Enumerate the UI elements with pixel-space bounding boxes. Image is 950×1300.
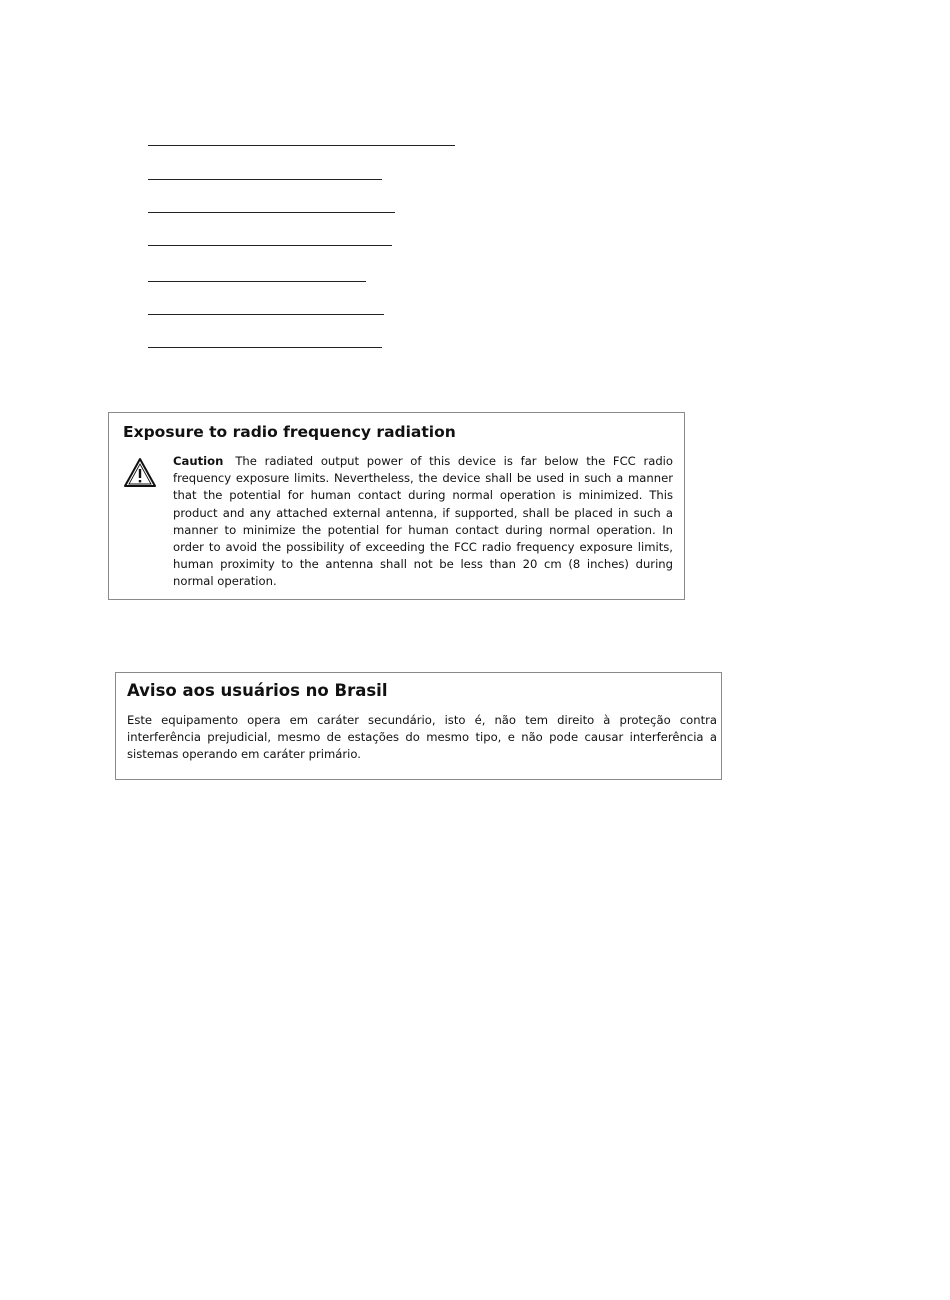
warning-triangle-icon [123,457,157,489]
blank-rule [148,347,382,348]
rf-exposure-notice [108,412,685,600]
blank-rule [148,245,392,246]
brazil-notice-title: Aviso aos usuários no Brasil [127,681,388,700]
rf-notice-title: Exposure to radio frequency radiation [123,423,456,441]
blank-rule [148,212,395,213]
blank-rule [148,281,366,282]
blank-rule [148,145,455,146]
brazil-notice [115,672,722,780]
rf-notice-body [173,453,673,591]
caution-label: Caution [173,454,224,468]
caution-text: The radiated output power of this device is far below the FCC radio frequency exposure limits. Nevertheless, the device shall be used in such a manner that the potential for human contact during normal operation is minimized. This product and any attached external antenna, if supported, shall be placed in such a manner to minimize the potential for human contact during normal operation. In order to avoid the possibility of exceeding the FCC radio frequency exposure limits, human proximity to the antenna shall not be less than 20 cm (8 inches) during normal operation. [173,454,673,589]
blank-rule [148,314,384,315]
brazil-notice-body: Este equipamento opera em caráter secundário, isto é, não tem direito à proteção contra interferência prejudicial, mesmo de estações do mesmo tipo, e não pode causar interferência a sistemas operando em caráter primário. [127,713,717,762]
blank-rule [148,179,382,180]
